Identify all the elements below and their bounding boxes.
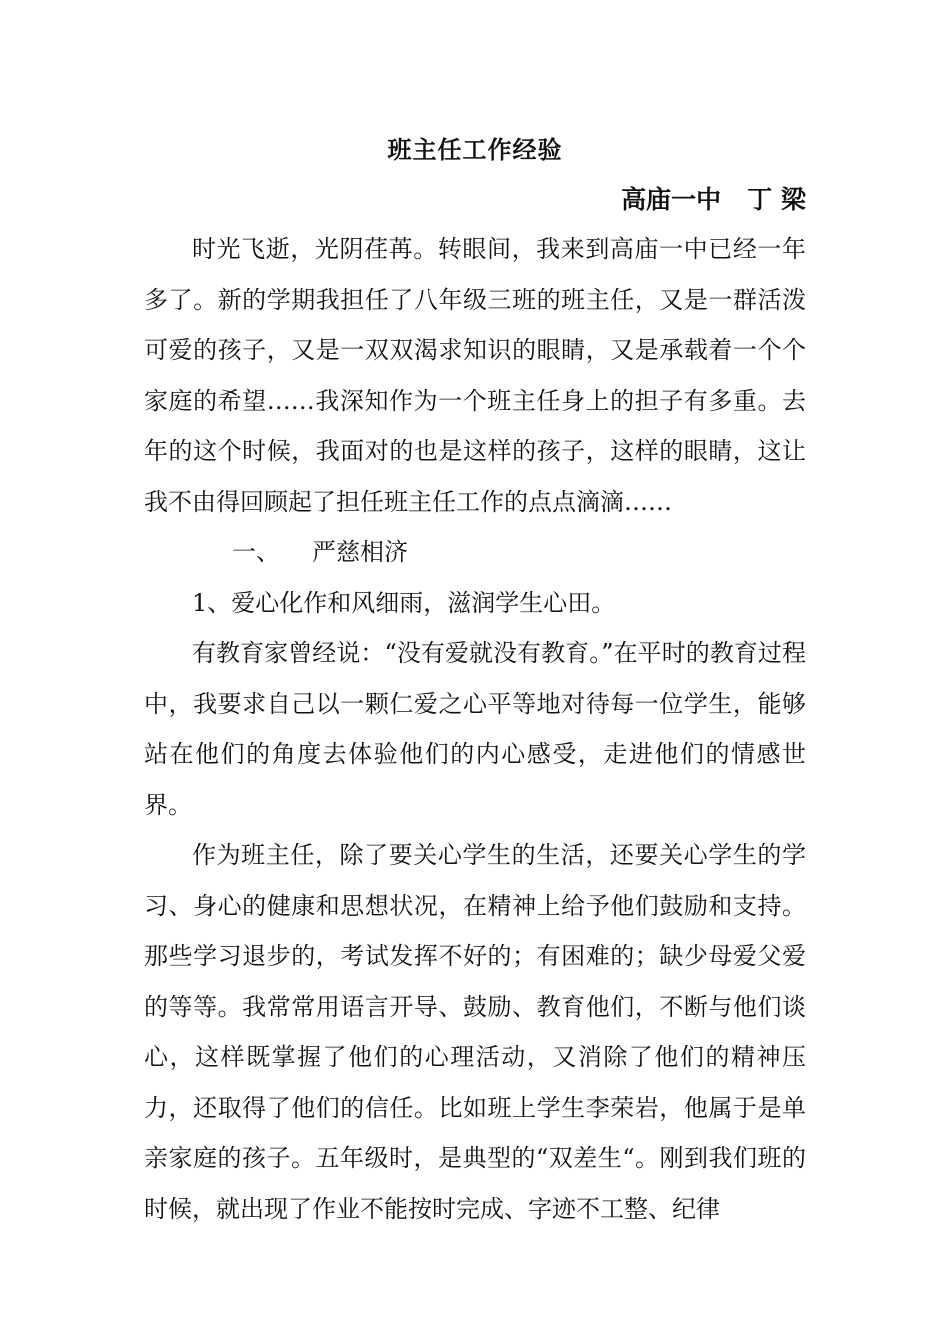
section-number: 一、 — [232, 538, 280, 566]
intro-paragraph: 时光飞逝，光阴荏苒。转眼间，我来到高庙一中已经一年多了。新的学期我担任了八年级三班的班主任，又是一群活泼可爱的孩子，又是一双双渴求知识的眼睛，又是承载着一个个家庭的希望……我深知作为一个班主任身上的担子有多重。去年的这个时候，我面对的也是这样的孩子，这样的眼睛，这让我不由得回顾起了担任班主任工作的点点滴滴…… — [144, 235, 806, 516]
body-paragraph: 作为班主任，除了要关心学生的生活，还要关心学生的学习、身心的健康和思想状况，在精神上给予他们鼓励和支持。那些学习退步的，考试发挥不好的；有困难的；缺少母爱父爱的等等。我常常用语言开导、鼓励、教育他们，不断与他们谈心，这样既掌握了他们的心理活动，又消除了他们的精神压力，还取得了他们的信任。比如班上学生李荣岩，他属于是单亲家庭的孩子。五年级时，是典型的“双差生“。刚到我们班的时候，就出现了作业不能按时完成、字迹不工整、纪律 — [144, 841, 806, 1223]
section-heading — [144, 527, 806, 578]
section-title: 严慈相济 — [312, 538, 408, 566]
document-body — [144, 224, 806, 1234]
document-title: 班主任工作经验 — [387, 135, 563, 164]
body-paragraph: 有教育家曾经说：“没有爱就没有教育。”在平时的教育过程中，我要求自己以一颗仁爱之心平等地对待每一位学生，能够站在他们的角度去体验他们的内心感受，走进他们的情感世界。 — [144, 639, 806, 819]
subsection-heading: 1、爱心化作和风细雨，滋润学生心田。 — [192, 588, 616, 617]
author-line: 高庙一中 丁 梁 — [621, 185, 806, 214]
